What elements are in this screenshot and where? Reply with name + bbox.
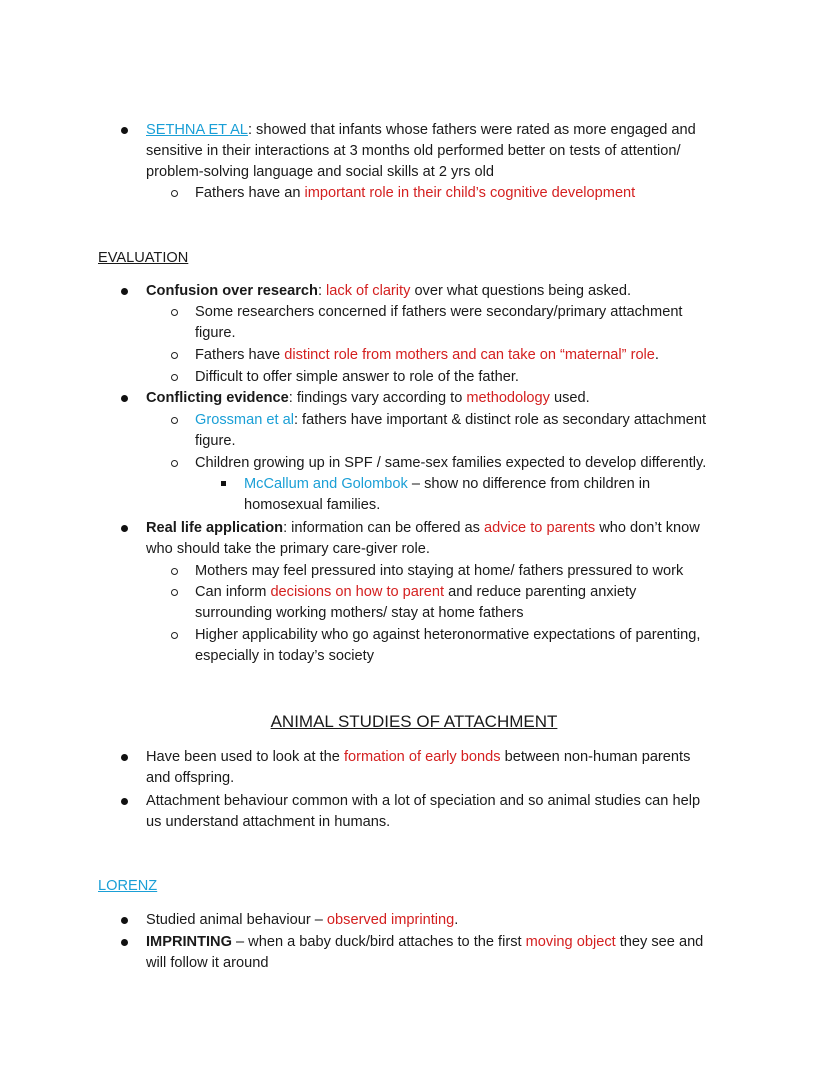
- conflicting-subsub-l2: homosexual families.: [244, 497, 381, 513]
- sub-bullet-icon: [171, 374, 178, 381]
- sub-bullet-icon: [171, 352, 178, 359]
- bullet-icon: [121, 917, 128, 924]
- conflicting-sub1-l2: figure.: [195, 433, 236, 449]
- lorenz-heading[interactable]: LORENZ: [98, 878, 158, 894]
- sub-bullet-icon: [171, 190, 178, 197]
- confusion-sub1-l1: Some researchers concerned if fathers were secondary/primary attachment: [195, 304, 683, 320]
- reallife-sub2-l2: surrounding working mothers/ stay at home fathers: [195, 605, 524, 621]
- sethna-line-2: sensitive in their interactions at 3 months old performed better on tests of attention/: [146, 143, 681, 159]
- bullet-icon: [121, 288, 128, 295]
- reallife-sub1: Mothers may feel pressured into staying at home/ fathers pressured to work: [195, 563, 684, 579]
- bullet-icon: [121, 798, 128, 805]
- lorenz-b2-l2: will follow it around: [146, 955, 269, 971]
- bullet-icon: [121, 754, 128, 761]
- conflicting-subsub-l1: McCallum and Golombok – show no difference from children in: [244, 476, 651, 492]
- sethna-line-1: SETHNA ET AL: showed that infants whose fathers were rated as more engaged and: [146, 122, 696, 138]
- sethna-link[interactable]: SETHNA ET AL: [146, 122, 248, 138]
- confusion-sub1-l2: figure.: [195, 325, 236, 341]
- confusion-line: Confusion over research: lack of clarity over what questions being asked.: [146, 283, 632, 299]
- animal-b2-l2: us understand attachment in humans.: [146, 814, 391, 830]
- sub-bullet-icon: [171, 460, 178, 467]
- conflicting-sub1-l1: Grossman et al: fathers have important & distinct role as secondary attachment: [195, 412, 707, 428]
- reallife-sub3-l2: especially in today’s society: [195, 648, 375, 664]
- animal-b1-l1: Have been used to look at the formation of early bonds between non-human parents: [146, 749, 691, 765]
- lorenz-b2-l1: IMPRINTING – when a baby duck/bird attaches to the first moving object they see and: [146, 934, 704, 950]
- evaluation-heading: EVALUATION: [98, 250, 189, 266]
- lorenz-b1: Studied animal behaviour – observed imprinting.: [146, 912, 459, 928]
- page-title: ANIMAL STUDIES OF ATTACHMENT: [270, 712, 558, 731]
- bullet-icon: [121, 395, 128, 402]
- animal-b2-l1: Attachment behaviour common with a lot of speciation and so animal studies can help: [146, 793, 701, 809]
- animal-b1-l2: and offspring.: [146, 770, 235, 786]
- sub-bullet-icon: [171, 589, 178, 596]
- sub-bullet-icon: [171, 309, 178, 316]
- reallife-line: Real life application: information can be offered as advice to parents who don’t know: [146, 520, 700, 536]
- reallife-sub3-l1: Higher applicability who go against heteronormative expectations of parenting,: [195, 627, 701, 643]
- reallife-sub2-l1: Can inform decisions on how to parent and reduce parenting anxiety: [195, 584, 637, 600]
- reallife-l2: who should take the primary care-giver role.: [146, 541, 430, 557]
- square-bullet-icon: [221, 481, 226, 486]
- bullet-icon: [121, 939, 128, 946]
- sub-bullet-icon: [171, 632, 178, 639]
- sub-bullet-icon: [171, 417, 178, 424]
- sethna-sub: Fathers have an important role in their child’s cognitive development: [195, 185, 636, 201]
- bullet-icon: [121, 525, 128, 532]
- confusion-sub3: Difficult to offer simple answer to role of the father.: [195, 369, 519, 385]
- sub-bullet-icon: [171, 568, 178, 575]
- sethna-line-3: problem-solving language and social skills at 2 yrs old: [146, 164, 494, 180]
- bullet-icon: [121, 127, 128, 134]
- conflicting-line: Conflicting evidence: findings vary according to methodology used.: [146, 390, 590, 406]
- conflicting-sub2: Children growing up in SPF / same-sex families expected to develop differently.: [195, 455, 707, 471]
- confusion-sub2: Fathers have distinct role from mothers and can take on “maternal” role.: [195, 347, 659, 363]
